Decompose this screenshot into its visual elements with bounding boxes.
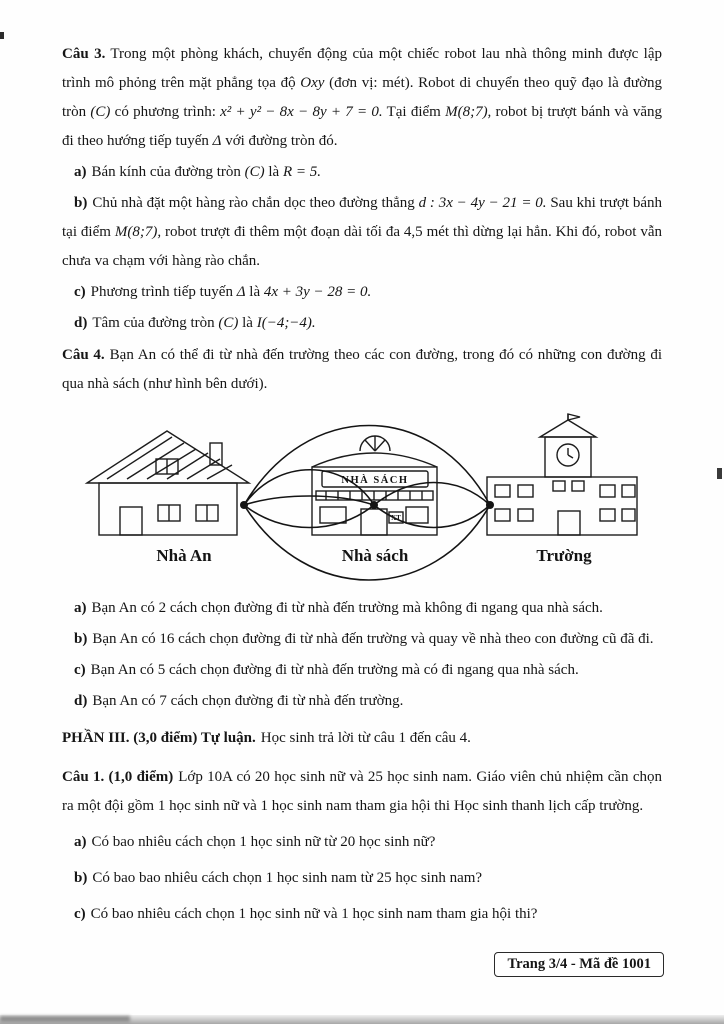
question-4-item-b bbox=[62, 625, 662, 654]
text-run: là bbox=[245, 284, 264, 300]
question-4-number: Câu 4. bbox=[62, 347, 105, 363]
math-run: (C) bbox=[218, 315, 239, 331]
label-house: Nhà An bbox=[156, 546, 212, 565]
text-run: Có bao nhiêu cách chọn 1 học sinh nữ và 1 học sinh nam tham gia hội thi? bbox=[90, 906, 538, 922]
item-d-label: d) bbox=[74, 315, 88, 331]
item-b-label: b) bbox=[74, 870, 88, 886]
math-run: M(8;7), bbox=[445, 104, 492, 120]
item-c-label: c) bbox=[74, 284, 86, 300]
route-direct-bottom bbox=[244, 505, 490, 580]
part-3-heading bbox=[62, 724, 662, 753]
text-run: có phương trình: bbox=[110, 104, 221, 120]
question-1-item-c bbox=[62, 900, 662, 929]
bookstore-badge: XT bbox=[391, 514, 401, 522]
part-3-text: Học sinh trả lời từ câu 1 đến câu 4. bbox=[260, 730, 471, 746]
item-c-label: c) bbox=[74, 662, 86, 678]
item-b-label: b) bbox=[74, 631, 88, 647]
question-3-item-b bbox=[62, 189, 662, 276]
math-run: M(8;7), bbox=[114, 224, 162, 240]
paths-diagram bbox=[72, 413, 652, 588]
page-content bbox=[62, 40, 662, 929]
text-run: Có bao nhiêu cách chọn 1 học sinh nữ từ 20 học sinh nữ? bbox=[91, 834, 436, 850]
question-4-item-a bbox=[62, 594, 662, 623]
scan-speck-artifact bbox=[0, 32, 4, 39]
math-run: Oxy bbox=[300, 75, 325, 91]
item-d-text bbox=[92, 693, 403, 709]
math-run: 4x + 3y − 28 = 0. bbox=[263, 284, 372, 300]
text-run: Bán kính của đường tròn bbox=[91, 164, 245, 180]
question-1-intro bbox=[62, 763, 662, 821]
text-run: (đơn vị: mét). Robot di chuyển theo quỹ đạo là đường tròn bbox=[62, 75, 662, 120]
label-bookstore: Nhà sách bbox=[341, 546, 409, 565]
text-run: Chủ nhà đặt một hàng rào chắn dọc theo đường thẳng bbox=[92, 195, 419, 211]
text-run: Bạn An có 5 cách chọn đường đi từ nhà đến trường mà có đi ngang qua nhà sách. bbox=[90, 662, 579, 678]
item-c-text bbox=[91, 284, 372, 300]
text-run: Bạn An có 7 cách chọn đường đi từ nhà đến trường. bbox=[92, 693, 404, 709]
text-run: là bbox=[238, 315, 257, 331]
node-bookstore bbox=[370, 501, 378, 509]
scan-smudge-artifact bbox=[0, 1016, 130, 1022]
label-school: Trường bbox=[536, 546, 592, 565]
item-a-label: a) bbox=[74, 834, 87, 850]
route-direct-top bbox=[244, 426, 490, 506]
question-4-item-d bbox=[62, 687, 662, 716]
item-b-text bbox=[62, 195, 662, 269]
question-3-item-d bbox=[62, 309, 662, 338]
item-a-text bbox=[92, 600, 603, 616]
math-run: Δ bbox=[212, 133, 222, 149]
question-3-text bbox=[62, 46, 662, 149]
text-run: là bbox=[264, 164, 283, 180]
bookstore-sign: NHÀ SÁCH bbox=[341, 475, 409, 486]
question-4-figure bbox=[62, 413, 662, 588]
school-illustration bbox=[487, 414, 637, 535]
item-a-label: a) bbox=[74, 600, 87, 616]
text-run: Tại điểm bbox=[382, 104, 446, 120]
text-run: Bạn An có 2 cách chọn đường đi từ nhà đến trường mà không đi ngang qua nhà sách. bbox=[91, 600, 603, 616]
text-run: Lớp 10A có 20 học sinh nữ và 25 học sinh nam. Giáo viên chủ nhiệm cần chọn ra một đội gồm 1 học sinh nữ và 1 học sinh nam tham gia hội thi Học sinh thanh lịch cấp trường. bbox=[62, 769, 662, 814]
math-run: R = 5. bbox=[282, 164, 321, 180]
item-b-text bbox=[92, 870, 482, 886]
scan-speck-artifact bbox=[717, 468, 722, 479]
part-3-label: PHẦN III. (3,0 điểm) Tự luận. bbox=[62, 730, 256, 746]
text-run: Trong một phòng khách, chuyển động của một chiếc robot lau nhà thông minh được lập trình mô phỏng trên mặt phẳng tọa độ bbox=[62, 46, 662, 91]
page-footer bbox=[494, 952, 664, 977]
question-3-number: Câu 3. bbox=[62, 46, 106, 62]
item-c-label: c) bbox=[74, 906, 86, 922]
text-run: Tâm của đường tròn bbox=[92, 315, 219, 331]
question-3-item-c bbox=[62, 278, 662, 307]
math-run: d : 3x − 4y − 21 = 0. bbox=[418, 195, 547, 211]
text-run: Sau khi trượt bánh tại điểm bbox=[62, 195, 662, 240]
question-1-item-b bbox=[62, 864, 662, 893]
route-house-bookstore-2 bbox=[244, 496, 374, 505]
text-run: với đường tròn đó. bbox=[221, 133, 338, 149]
node-house bbox=[240, 501, 248, 509]
math-run: (C) bbox=[244, 164, 265, 180]
question-3-intro bbox=[62, 40, 662, 156]
text-run: robot trượt đi thêm một đoạn dài tối đa 4,5 mét thì dừng lại hẳn. Khi đó, robot vẫn chưa va chạm với hàng rào chắn. bbox=[62, 224, 662, 269]
house-illustration bbox=[87, 431, 249, 535]
question-1-number: Câu 1. (1,0 điểm) bbox=[62, 769, 174, 785]
question-4-text bbox=[62, 347, 662, 392]
node-school bbox=[486, 501, 494, 509]
item-c-text bbox=[91, 906, 538, 922]
item-b-text bbox=[92, 631, 653, 647]
item-d-label: d) bbox=[74, 693, 88, 709]
text-run: Phương trình tiếp tuyến bbox=[90, 284, 237, 300]
item-a-text bbox=[92, 164, 322, 180]
math-run: x² + y² − 8x − 8y + 7 = 0. bbox=[220, 104, 383, 120]
question-1-item-a bbox=[62, 828, 662, 857]
item-d-text bbox=[92, 315, 315, 331]
math-run: (C) bbox=[90, 104, 111, 120]
question-4-intro bbox=[62, 341, 662, 399]
footer-text: Trang 3/4 - Mã đề 1001 bbox=[507, 956, 651, 972]
question-4-item-c bbox=[62, 656, 662, 685]
item-a-text bbox=[92, 834, 436, 850]
route-house-bookstore-3 bbox=[244, 505, 374, 528]
item-c-text bbox=[91, 662, 579, 678]
text-run: robot bị trượt bánh và văng đi theo hướng tiếp tuyến bbox=[62, 104, 662, 149]
text-run: Bạn An có 16 cách chọn đường đi từ nhà đến trường và quay về nhà theo con đường cũ đã đi. bbox=[92, 631, 654, 647]
item-a-label: a) bbox=[74, 164, 87, 180]
text-run: Bạn An có thể đi từ nhà đến trường theo các con đường, trong đó có những con đường đi qua nhà sách (như hình bên dưới). bbox=[62, 347, 662, 392]
item-b-label: b) bbox=[74, 195, 88, 211]
math-run: Δ bbox=[236, 284, 246, 300]
text-run: Có bao bao nhiêu cách chọn 1 học sinh nam từ 25 học sinh nam? bbox=[92, 870, 483, 886]
math-run: I(−4;−4). bbox=[256, 315, 316, 331]
question-3-item-a bbox=[62, 158, 662, 187]
